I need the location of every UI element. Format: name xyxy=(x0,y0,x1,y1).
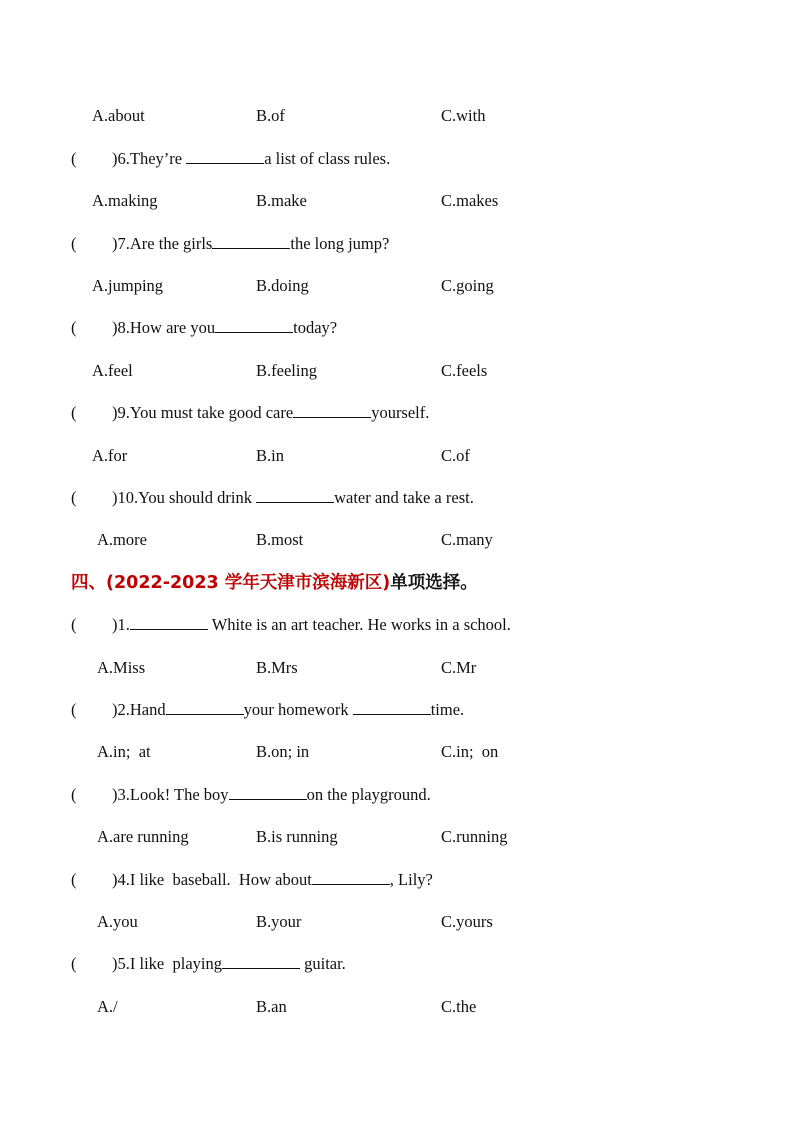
question-text-post: today? xyxy=(293,318,338,337)
answer-paren-right: ) xyxy=(112,318,118,337)
answer-paren-left: ( xyxy=(71,785,77,804)
answer-paren-left: ( xyxy=(71,149,77,168)
question-text xyxy=(112,614,511,636)
question-text-post: White is an art teacher. He works in a school. xyxy=(207,615,511,634)
fill-blank xyxy=(215,318,293,333)
question-text-pre: Look! The boy xyxy=(129,785,229,804)
question-number: 6. xyxy=(117,149,130,168)
question-text xyxy=(112,784,431,806)
option-b: B.your xyxy=(256,912,302,931)
option-c: C.with xyxy=(441,106,486,125)
answer-paren-left: ( xyxy=(71,488,77,507)
option-c: C.feels xyxy=(441,361,488,380)
option-a: A.for xyxy=(92,446,128,465)
option-c: C.Mr xyxy=(441,658,477,677)
options-row-p3q5 xyxy=(0,105,794,127)
fill-blank xyxy=(212,234,290,249)
answer-paren-right: ) xyxy=(112,488,118,507)
option-c: C.yours xyxy=(441,912,493,931)
question-text xyxy=(112,699,464,721)
fill-blank xyxy=(166,700,244,715)
question-text-pre: You must take good care xyxy=(129,403,294,422)
question-text-post: the long jump? xyxy=(290,234,390,253)
options-row-p4q1 xyxy=(0,657,794,679)
question-text-pre: Hand xyxy=(129,700,166,719)
option-a: A.you xyxy=(97,912,138,931)
question-text-pre: I like playing xyxy=(129,954,222,973)
question-text-post: guitar. xyxy=(299,954,346,973)
section-source: (2022-2023 学年天津市滨海新区) xyxy=(106,573,391,593)
option-b: B.of xyxy=(256,106,285,125)
question-text xyxy=(112,869,433,891)
option-a: A./ xyxy=(97,997,118,1016)
question-text-pre: You should drink xyxy=(138,488,257,507)
option-a: A.making xyxy=(92,191,158,210)
answer-paren-left: ( xyxy=(71,234,77,253)
question-number: 7. xyxy=(117,234,130,253)
fill-blank xyxy=(229,785,307,800)
options-row-p4q4 xyxy=(0,911,794,933)
option-c: C.running xyxy=(441,827,508,846)
answer-paren-left: ( xyxy=(71,318,77,337)
answer-paren-left: ( xyxy=(71,870,77,889)
question-text-pre: How are you xyxy=(129,318,216,337)
option-a: A.feel xyxy=(92,361,133,380)
answer-paren-left: ( xyxy=(71,954,77,973)
option-b: B.is running xyxy=(256,827,338,846)
option-c: C.many xyxy=(441,530,493,549)
fill-blank xyxy=(293,403,371,418)
question-number: 8. xyxy=(117,318,130,337)
answer-paren-right: ) xyxy=(112,149,118,168)
fill-blank xyxy=(186,149,264,164)
answer-paren-right: ) xyxy=(112,234,118,253)
answer-paren-left: ( xyxy=(71,615,77,634)
answer-paren-left: ( xyxy=(71,403,77,422)
options-row-p3q8 xyxy=(0,360,794,382)
section-title xyxy=(71,569,478,594)
fill-blank xyxy=(353,700,431,715)
option-b: B.most xyxy=(256,530,304,549)
question-text xyxy=(112,402,429,424)
question-text xyxy=(112,953,346,975)
option-b: B.doing xyxy=(256,276,309,295)
option-b: B.make xyxy=(256,191,307,210)
option-a: A.more xyxy=(97,530,147,549)
options-row-p3q6 xyxy=(0,190,794,212)
section-number: 四、 xyxy=(71,573,106,593)
question-number: 1. xyxy=(117,615,130,634)
options-row-p3q9 xyxy=(0,445,794,467)
options-row-p4q5 xyxy=(0,996,794,1018)
answer-paren-right: ) xyxy=(112,403,118,422)
option-c: C.of xyxy=(441,446,470,465)
option-a: A.about xyxy=(92,106,145,125)
answer-paren-right: ) xyxy=(112,615,118,634)
option-c: C.the xyxy=(441,997,477,1016)
options-row-p3q7 xyxy=(0,275,794,297)
fill-blank xyxy=(256,488,334,503)
option-a: A.are running xyxy=(97,827,189,846)
fill-blank xyxy=(222,954,300,969)
question-number: 5. xyxy=(117,954,130,973)
option-b: B.Mrs xyxy=(256,658,298,677)
option-b: B.feeling xyxy=(256,361,317,380)
option-a: A.jumping xyxy=(92,276,164,295)
options-row-p4q2 xyxy=(0,741,794,763)
option-a: A.Miss xyxy=(97,658,146,677)
question-text xyxy=(112,148,390,170)
question-text-post: a list of class rules. xyxy=(264,149,391,168)
option-c: C.in; on xyxy=(441,742,499,761)
question-text xyxy=(112,233,389,255)
options-row-p4q3 xyxy=(0,826,794,848)
option-b: B.an xyxy=(256,997,287,1016)
question-text xyxy=(112,487,474,509)
question-number: 4. xyxy=(117,870,130,889)
fill-blank xyxy=(130,615,208,630)
question-text-pre: Are the girls xyxy=(129,234,213,253)
question-text-mid: your homework xyxy=(243,700,353,719)
question-text-post: water and take a rest. xyxy=(334,488,474,507)
fill-blank xyxy=(312,870,390,885)
question-text-post: on the playground. xyxy=(306,785,431,804)
answer-paren-right: ) xyxy=(112,954,118,973)
option-c: C.makes xyxy=(441,191,499,210)
question-text-post: yourself. xyxy=(371,403,430,422)
answer-paren-right: ) xyxy=(112,700,118,719)
answer-paren-right: ) xyxy=(112,785,118,804)
question-text-post: , Lily? xyxy=(389,870,433,889)
options-row-p3q10 xyxy=(0,529,794,551)
answer-paren-left: ( xyxy=(71,700,77,719)
section-instruction: 单项选择。 xyxy=(390,573,478,593)
question-number: 10. xyxy=(117,488,139,507)
option-a: A.in; at xyxy=(97,742,151,761)
option-b: B.on; in xyxy=(256,742,310,761)
question-number: 3. xyxy=(117,785,130,804)
option-b: B.in xyxy=(256,446,284,465)
option-c: C.going xyxy=(441,276,494,295)
question-text-pre: They’re xyxy=(129,149,187,168)
question-number: 2. xyxy=(117,700,130,719)
question-number: 9. xyxy=(117,403,130,422)
question-text-pre: I like baseball. How about xyxy=(129,870,312,889)
question-text-post: time. xyxy=(430,700,465,719)
question-text xyxy=(112,317,337,339)
answer-paren-right: ) xyxy=(112,870,118,889)
